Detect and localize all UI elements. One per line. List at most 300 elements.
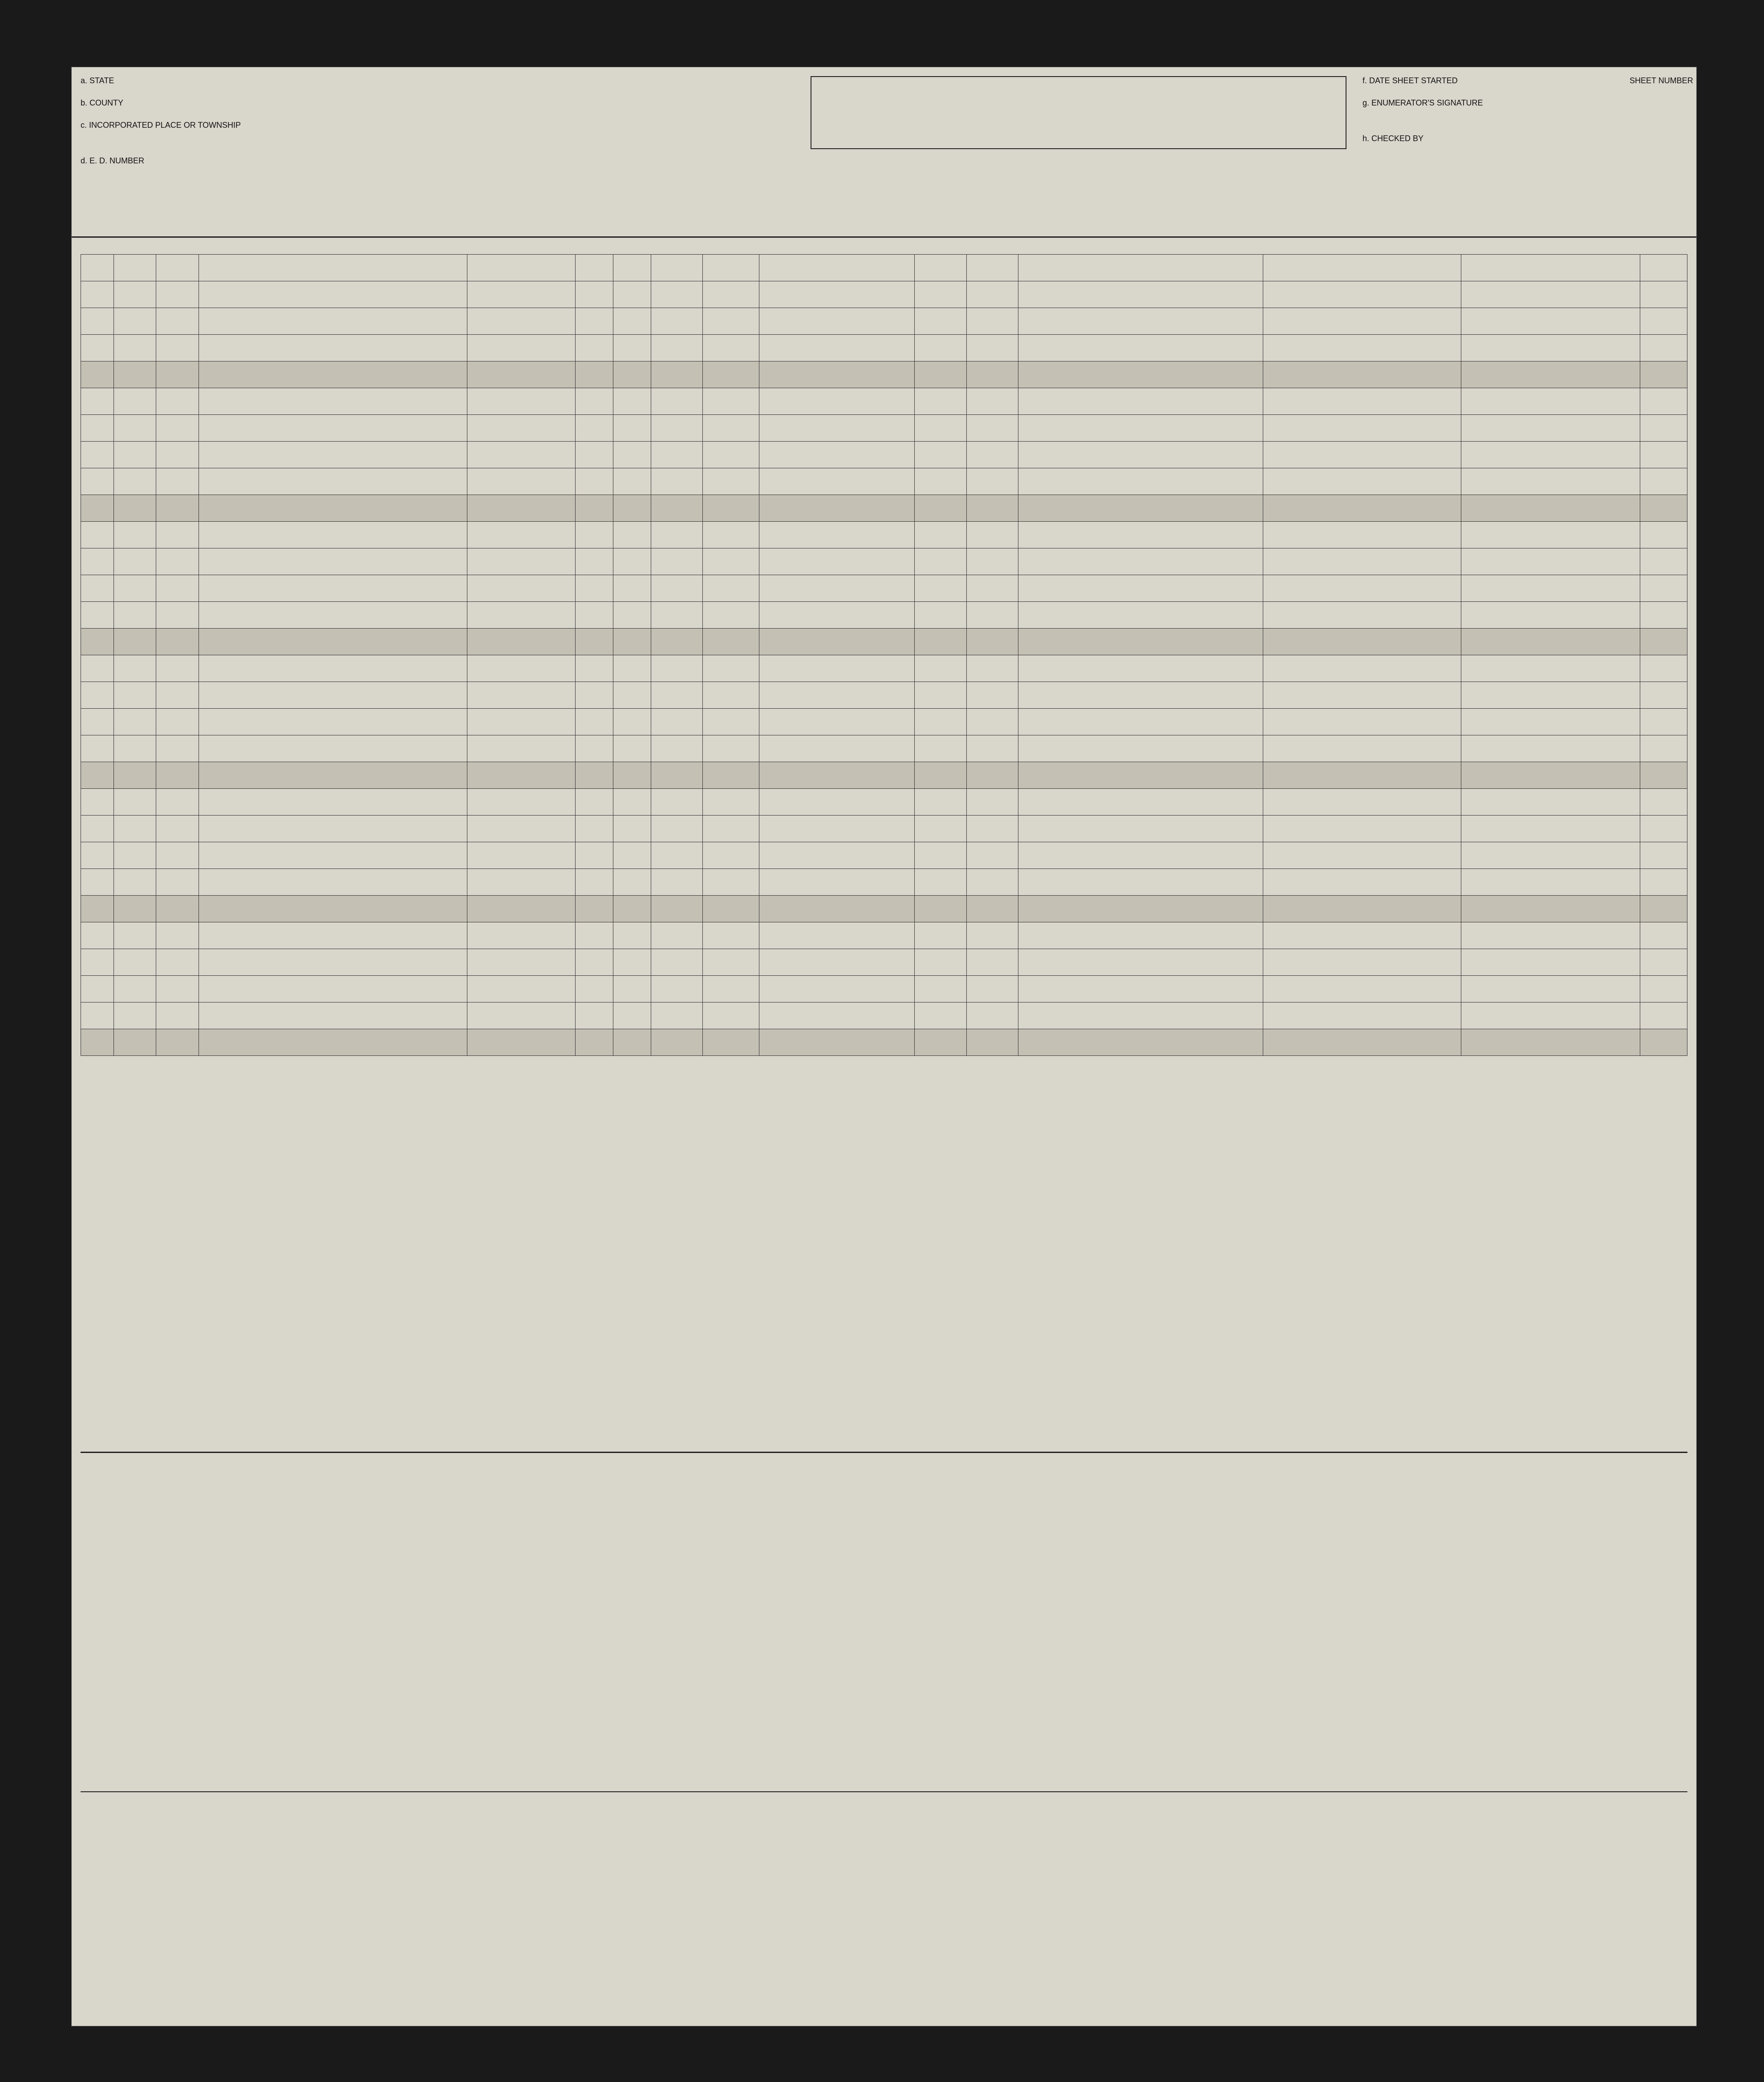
cell-age	[651, 869, 702, 896]
cell-n	[81, 468, 114, 495]
cell-mar	[702, 335, 759, 361]
cell-age	[651, 335, 702, 361]
cell-ind	[1263, 495, 1461, 522]
cell-farm	[1461, 682, 1640, 709]
cell-name	[199, 735, 467, 762]
census-row	[81, 602, 1687, 629]
census-row	[81, 388, 1687, 415]
cell-rel	[467, 869, 575, 896]
township-label: c. INCORPORATED PLACE OR TOWNSHIP	[81, 121, 241, 130]
cell-serial	[156, 655, 199, 682]
cell-race	[576, 415, 613, 442]
cell-hours	[966, 361, 1018, 388]
cell-sex	[613, 575, 651, 602]
cell-sex	[613, 495, 651, 522]
cell-blank	[114, 1029, 156, 1056]
cell-n	[81, 629, 114, 655]
cell-mar	[702, 468, 759, 495]
cell-farm	[1461, 575, 1640, 602]
census-row	[81, 976, 1687, 1002]
cell-ind	[1263, 255, 1461, 281]
cell-name	[199, 655, 467, 682]
sample-questions	[81, 1452, 1687, 1943]
cell-hours	[966, 468, 1018, 495]
cell-name	[199, 495, 467, 522]
cell-occ	[1018, 522, 1263, 548]
cell-blank	[114, 255, 156, 281]
cell-name	[199, 682, 467, 709]
cell-name	[199, 308, 467, 335]
cell-mar	[702, 1002, 759, 1029]
cell-birth	[759, 629, 914, 655]
cell-ind	[1263, 1002, 1461, 1029]
cell-rel	[467, 896, 575, 922]
cell-name	[199, 415, 467, 442]
cell-cls	[1640, 922, 1687, 949]
cell-serial	[156, 361, 199, 388]
cell-rel	[467, 308, 575, 335]
cell-birth	[759, 816, 914, 842]
cell-farm	[1461, 655, 1640, 682]
cell-farm	[1461, 335, 1640, 361]
cell-age	[651, 735, 702, 762]
cell-age	[651, 949, 702, 976]
census-row	[81, 522, 1687, 548]
cell-cls	[1640, 629, 1687, 655]
cell-farm	[1461, 1002, 1640, 1029]
census-row	[81, 1002, 1687, 1029]
cell-age	[651, 976, 702, 1002]
cell-name	[199, 896, 467, 922]
cell-birth	[759, 922, 914, 949]
cell-hours	[966, 816, 1018, 842]
cell-rel	[467, 629, 575, 655]
cell-rel	[467, 655, 575, 682]
census-row	[81, 869, 1687, 896]
cell-age	[651, 629, 702, 655]
cell-sex	[613, 842, 651, 869]
cell-sex	[613, 655, 651, 682]
census-grid	[81, 254, 1687, 1056]
cell-blank	[114, 869, 156, 896]
cell-sex	[613, 682, 651, 709]
cell-occ	[1018, 442, 1263, 468]
cell-farm	[1461, 468, 1640, 495]
cell-birth	[759, 308, 914, 335]
cell-mar	[702, 495, 759, 522]
cell-name	[199, 281, 467, 308]
cell-ind	[1263, 682, 1461, 709]
cell-hours	[966, 575, 1018, 602]
cell-ind	[1263, 388, 1461, 415]
cell-age	[651, 655, 702, 682]
cell-sex	[613, 281, 651, 308]
cell-birth	[759, 1002, 914, 1029]
census-row	[81, 442, 1687, 468]
cell-blank	[114, 415, 156, 442]
census-row	[81, 281, 1687, 308]
cell-sex	[613, 602, 651, 629]
cell-hours	[966, 735, 1018, 762]
census-row	[81, 682, 1687, 709]
cell-cls	[1640, 949, 1687, 976]
cell-occ	[1018, 415, 1263, 442]
cell-blank	[114, 281, 156, 308]
notes-area	[81, 1340, 1594, 1380]
cell-rel	[467, 281, 575, 308]
census-row	[81, 548, 1687, 575]
cell-age	[651, 1029, 702, 1056]
cell-hours	[966, 415, 1018, 442]
cell-occ	[1018, 629, 1263, 655]
cell-occ	[1018, 255, 1263, 281]
cell-serial	[156, 789, 199, 816]
date-started-label: f. DATE SHEET STARTED	[1363, 76, 1458, 85]
cell-mar	[702, 255, 759, 281]
cell-hours	[966, 709, 1018, 735]
cell-age	[651, 255, 702, 281]
cell-race	[576, 442, 613, 468]
cell-birth	[759, 735, 914, 762]
cell-ind	[1263, 922, 1461, 949]
cell-act	[915, 655, 966, 682]
cell-name	[199, 1002, 467, 1029]
cell-cls	[1640, 255, 1687, 281]
cell-occ	[1018, 575, 1263, 602]
cell-name	[199, 816, 467, 842]
census-row	[81, 495, 1687, 522]
cell-blank	[114, 548, 156, 575]
cell-hours	[966, 255, 1018, 281]
cell-race	[576, 468, 613, 495]
cell-n	[81, 1029, 114, 1056]
cell-act	[915, 709, 966, 735]
cell-birth	[759, 789, 914, 816]
cell-n	[81, 388, 114, 415]
cell-race	[576, 735, 613, 762]
cell-ind	[1263, 842, 1461, 869]
cell-rel	[467, 495, 575, 522]
cell-birth	[759, 655, 914, 682]
cell-mar	[702, 949, 759, 976]
cell-serial	[156, 735, 199, 762]
cell-occ	[1018, 335, 1263, 361]
census-row	[81, 308, 1687, 335]
cell-act	[915, 629, 966, 655]
cell-mar	[702, 735, 759, 762]
cell-hours	[966, 281, 1018, 308]
cell-race	[576, 602, 613, 629]
cell-birth	[759, 281, 914, 308]
cell-n	[81, 1002, 114, 1029]
cell-farm	[1461, 629, 1640, 655]
cell-farm	[1461, 281, 1640, 308]
cell-hours	[966, 495, 1018, 522]
cell-ind	[1263, 949, 1461, 976]
cell-rel	[467, 361, 575, 388]
cell-hours	[966, 762, 1018, 789]
cell-n	[81, 602, 114, 629]
cell-blank	[114, 629, 156, 655]
cell-act	[915, 682, 966, 709]
cell-occ	[1018, 281, 1263, 308]
cell-name	[199, 361, 467, 388]
cell-serial	[156, 976, 199, 1002]
cell-hours	[966, 602, 1018, 629]
cell-n	[81, 548, 114, 575]
cell-act	[915, 522, 966, 548]
cell-hours	[966, 842, 1018, 869]
cell-occ	[1018, 762, 1263, 789]
cell-serial	[156, 682, 199, 709]
cell-blank	[114, 308, 156, 335]
cell-farm	[1461, 869, 1640, 896]
cell-age	[651, 361, 702, 388]
cell-rel	[467, 388, 575, 415]
cell-mar	[702, 869, 759, 896]
cell-serial	[156, 281, 199, 308]
cell-race	[576, 522, 613, 548]
cell-age	[651, 522, 702, 548]
cell-occ	[1018, 1002, 1263, 1029]
cell-act	[915, 1002, 966, 1029]
cell-cls	[1640, 1029, 1687, 1056]
cell-serial	[156, 548, 199, 575]
cell-ind	[1263, 442, 1461, 468]
cell-hours	[966, 869, 1018, 896]
cell-race	[576, 842, 613, 869]
cell-sex	[613, 255, 651, 281]
cell-age	[651, 548, 702, 575]
cell-act	[915, 442, 966, 468]
state-label: a. STATE	[81, 76, 114, 85]
cell-cls	[1640, 709, 1687, 735]
cell-n	[81, 281, 114, 308]
cell-hours	[966, 548, 1018, 575]
cell-birth	[759, 1029, 914, 1056]
cell-occ	[1018, 495, 1263, 522]
cell-farm	[1461, 495, 1640, 522]
cell-blank	[114, 976, 156, 1002]
cell-blank	[114, 682, 156, 709]
cell-cls	[1640, 1002, 1687, 1029]
cell-rel	[467, 255, 575, 281]
cell-serial	[156, 388, 199, 415]
cell-sex	[613, 335, 651, 361]
cell-ind	[1263, 709, 1461, 735]
cell-birth	[759, 361, 914, 388]
cell-race	[576, 255, 613, 281]
cell-occ	[1018, 949, 1263, 976]
cell-cls	[1640, 896, 1687, 922]
cell-n	[81, 335, 114, 361]
cell-name	[199, 468, 467, 495]
cell-blank	[114, 922, 156, 949]
cell-race	[576, 281, 613, 308]
census-row	[81, 922, 1687, 949]
cell-ind	[1263, 335, 1461, 361]
cell-race	[576, 816, 613, 842]
cell-rel	[467, 548, 575, 575]
cell-race	[576, 896, 613, 922]
cell-n	[81, 442, 114, 468]
cell-age	[651, 762, 702, 789]
cell-serial	[156, 949, 199, 976]
cell-sex	[613, 709, 651, 735]
cell-hours	[966, 789, 1018, 816]
cell-n	[81, 949, 114, 976]
cell-serial	[156, 308, 199, 335]
cell-race	[576, 548, 613, 575]
census-row	[81, 896, 1687, 922]
cell-mar	[702, 548, 759, 575]
cell-age	[651, 575, 702, 602]
cell-hours	[966, 655, 1018, 682]
cell-birth	[759, 335, 914, 361]
cell-birth	[759, 896, 914, 922]
cell-race	[576, 655, 613, 682]
cell-cls	[1640, 575, 1687, 602]
cell-birth	[759, 842, 914, 869]
cell-mar	[702, 682, 759, 709]
cell-ind	[1263, 1029, 1461, 1056]
cell-hours	[966, 976, 1018, 1002]
cell-serial	[156, 522, 199, 548]
cell-hours	[966, 629, 1018, 655]
cell-birth	[759, 495, 914, 522]
cell-name	[199, 949, 467, 976]
cell-rel	[467, 522, 575, 548]
cell-ind	[1263, 629, 1461, 655]
cell-act	[915, 495, 966, 522]
cell-hours	[966, 522, 1018, 548]
cell-mar	[702, 442, 759, 468]
cell-race	[576, 922, 613, 949]
cell-hours	[966, 442, 1018, 468]
cell-act	[915, 308, 966, 335]
cell-name	[199, 548, 467, 575]
cell-act	[915, 575, 966, 602]
cell-rel	[467, 949, 575, 976]
county-label: b. COUNTY	[81, 98, 124, 107]
cell-act	[915, 922, 966, 949]
cell-act	[915, 842, 966, 869]
cell-n	[81, 575, 114, 602]
cell-serial	[156, 762, 199, 789]
cell-occ	[1018, 361, 1263, 388]
cell-occ	[1018, 922, 1263, 949]
cell-rel	[467, 575, 575, 602]
cell-blank	[114, 762, 156, 789]
cell-farm	[1461, 442, 1640, 468]
cell-act	[915, 468, 966, 495]
cell-age	[651, 842, 702, 869]
cell-birth	[759, 949, 914, 976]
cell-farm	[1461, 255, 1640, 281]
cell-birth	[759, 869, 914, 896]
cell-race	[576, 388, 613, 415]
census-row	[81, 335, 1687, 361]
cell-race	[576, 976, 613, 1002]
cell-sex	[613, 976, 651, 1002]
cell-mar	[702, 361, 759, 388]
cell-n	[81, 255, 114, 281]
cell-name	[199, 388, 467, 415]
cell-mar	[702, 896, 759, 922]
census-rows	[81, 255, 1687, 1056]
cell-sex	[613, 735, 651, 762]
cell-ind	[1263, 655, 1461, 682]
sheet-number-label: SHEET NUMBER	[1630, 76, 1693, 85]
cell-ind	[1263, 575, 1461, 602]
cell-serial	[156, 896, 199, 922]
cell-act	[915, 976, 966, 1002]
cell-occ	[1018, 896, 1263, 922]
cell-sex	[613, 949, 651, 976]
cell-age	[651, 709, 702, 735]
cell-occ	[1018, 602, 1263, 629]
cell-n	[81, 869, 114, 896]
cell-cls	[1640, 842, 1687, 869]
cell-race	[576, 709, 613, 735]
cell-ind	[1263, 789, 1461, 816]
cell-sex	[613, 816, 651, 842]
cell-farm	[1461, 842, 1640, 869]
cell-act	[915, 896, 966, 922]
cell-name	[199, 575, 467, 602]
cell-name	[199, 1029, 467, 1056]
cell-n	[81, 655, 114, 682]
cell-act	[915, 415, 966, 442]
cell-occ	[1018, 388, 1263, 415]
cell-race	[576, 308, 613, 335]
census-row	[81, 629, 1687, 655]
cell-farm	[1461, 522, 1640, 548]
cell-ind	[1263, 816, 1461, 842]
cell-cls	[1640, 655, 1687, 682]
cell-sex	[613, 388, 651, 415]
cell-mar	[702, 762, 759, 789]
cell-farm	[1461, 388, 1640, 415]
cell-birth	[759, 762, 914, 789]
cell-race	[576, 869, 613, 896]
cell-mar	[702, 655, 759, 682]
cell-sex	[613, 896, 651, 922]
cell-blank	[114, 816, 156, 842]
cell-age	[651, 495, 702, 522]
cell-n	[81, 816, 114, 842]
cell-rel	[467, 682, 575, 709]
cell-n	[81, 922, 114, 949]
cell-age	[651, 281, 702, 308]
cell-ind	[1263, 869, 1461, 896]
cell-n	[81, 709, 114, 735]
cell-ind	[1263, 361, 1461, 388]
cell-act	[915, 816, 966, 842]
cell-race	[576, 1002, 613, 1029]
ed-label: d. E. D. NUMBER	[81, 156, 145, 165]
cell-age	[651, 896, 702, 922]
cell-rel	[467, 602, 575, 629]
cell-mar	[702, 922, 759, 949]
cell-rel	[467, 1002, 575, 1029]
cell-age	[651, 682, 702, 709]
cell-race	[576, 335, 613, 361]
cell-act	[915, 388, 966, 415]
cell-serial	[156, 602, 199, 629]
cell-n	[81, 522, 114, 548]
note-line-2	[81, 1360, 1594, 1380]
